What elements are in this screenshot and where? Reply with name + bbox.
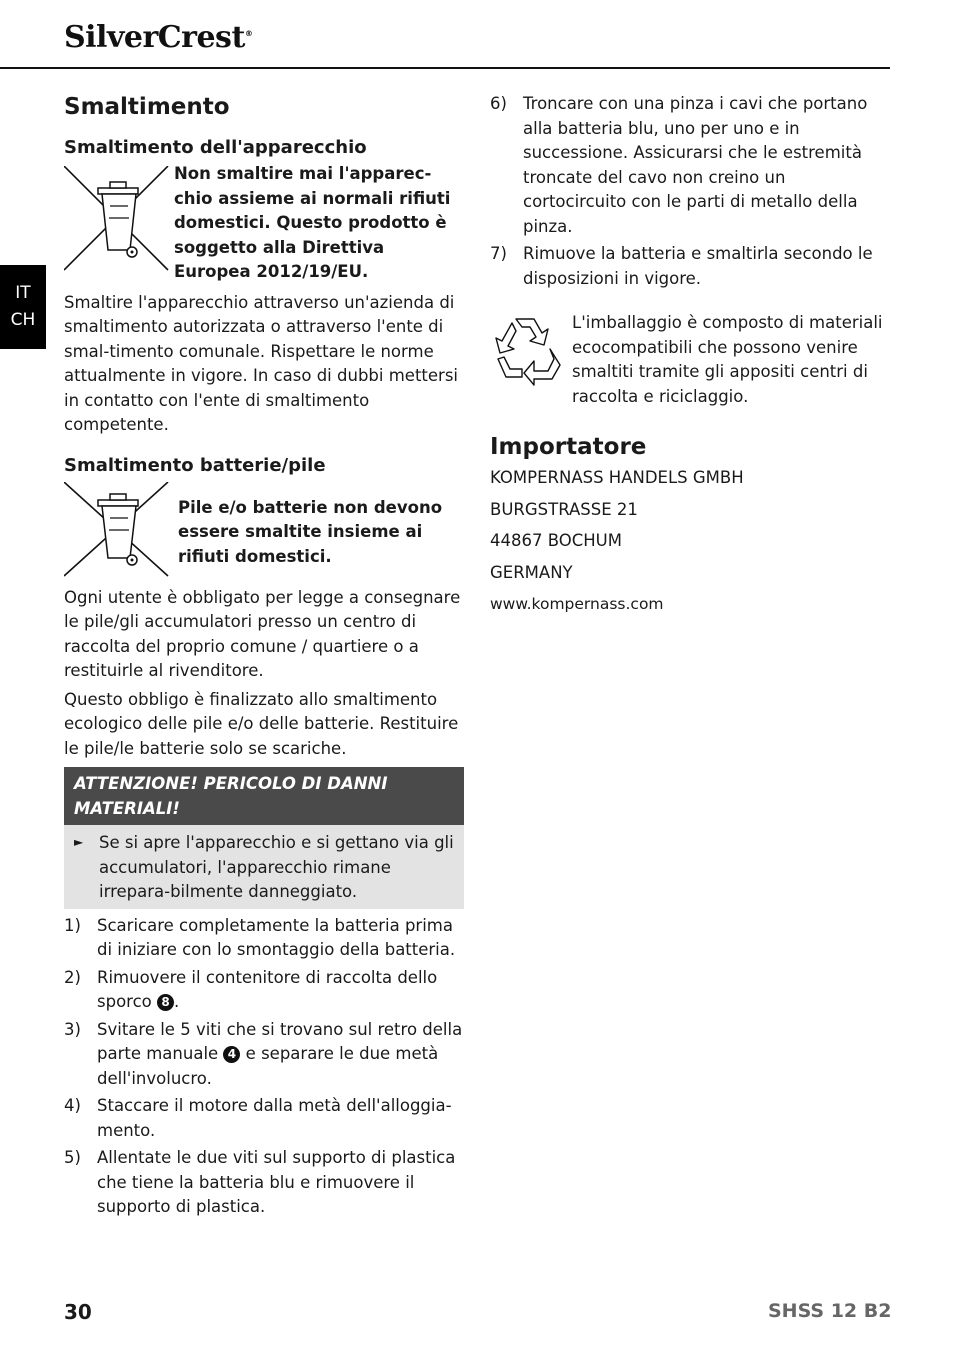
list-item: 7) Rimuove la batteria e smaltirla secondo le disposizioni in vigore. [490,244,873,288]
crossed-bin-icon [64,166,172,272]
model-number: SHSS 12 B2 [768,1300,892,1322]
lang-code-it: IT [15,283,31,303]
importer-city: 44867 BOCHUM [490,531,622,550]
packaging-text: L'imballaggio è composto di materiali ecocompatibili che possono venire smaltiti tramite gli appositi centri di raccolta e riciclaggio. [572,313,883,406]
importer-address [490,466,890,617]
list-item: 4) Staccare il motore dalla metà dell'alloggia-mento. [64,1096,452,1140]
attention-box [64,767,464,909]
attention-text: Se si apre l'apparecchio e si gettano via gli accumulatori, l'apparecchio rimane irrepara-bilmente danneggiato. [99,833,454,901]
left-column [64,92,464,1223]
steps-list-left [64,914,464,1220]
importer-website[interactable]: www.kompernass.com [490,595,664,613]
battery-text-2: Questo obbligo è finalizzato allo smaltimento ecologico delle pile e/o delle batterie. Restituire le pile/le batterie solo se scariche. [64,689,459,758]
device-disposal-text: Smaltire l'apparecchio attraverso un'azienda di smaltimento autorizzata o attraverso l'ente di smal-timento comunale. Rispettare le norme attualmente in vigore. In caso di dubbi mettersi in contatto con l'ente di smaltimento competente. [64,292,458,434]
list-item: 3) Svitare le 5 viti che si trovano sul retro della parte manuale 4 e separare le due metà dell'involucro. [64,1019,463,1088]
list-item: 2) Rimuovere il contenitore di raccolta dello sporco 8 . [64,967,438,1011]
battery-text-1: Ogni utente è obbligato per legge a consegnare le pile/gli accumulatori presso un centro di raccolta del proprio comune / quartiere o a restituirle al rivenditore. [64,587,461,680]
battery-warning-text: Pile e/o batterie non devono essere smaltite insieme ai rifiuti domestici. [178,497,443,566]
attention-title: ATTENZIONE! PERICOLO DI DANNI MATERIALI! [64,767,464,825]
importer-title: Importatore [490,434,647,460]
list-item: 6) Troncare con una pinza i cavi che portano alla batteria blu, uno per uno e in successione. Assicurarsi che le estremità troncate del cavo non creino un cortocircuito con le parti di metallo della pinza. [490,94,868,236]
lang-code-ch: CH [10,310,36,330]
section-title: Smaltimento [64,94,230,120]
importer-street: BURGSTRASSE 21 [490,499,638,519]
brand-logo: SilverCrest® [64,20,253,55]
header-rule [0,67,890,69]
device-disposal-heading: Smaltimento dell'apparecchio [64,137,367,158]
list-item: 1) Scaricare completamente la batteria prima di iniziare con lo smontaggio della batteria. [64,915,456,959]
importer-company: KOMPERNASS HANDELS GMBH [490,468,744,487]
battery-disposal-heading: Smaltimento batterie/pile [64,454,326,476]
language-tab [0,265,46,349]
part-number-badge: 8 [157,994,174,1011]
list-item: 5) Allentate le due viti sul supporto di plastica che tiene la batteria blu e rimuovere il supporto di plastica. [64,1148,456,1216]
crossed-bin-icon [64,482,172,578]
part-number-badge: 4 [223,1046,240,1063]
packaging-block [490,313,890,409]
device-warning-text: Non smaltire mai l'apparec-chio assieme ai normali rifiuti domestici. Questo prodotto è soggetto alla Direttiva Europea 2012/19/EU. [174,164,451,281]
recycle-icon [490,313,566,387]
right-column [490,92,890,624]
steps-list-right [490,92,890,291]
device-warning-block [64,166,464,285]
battery-warning-block [64,482,464,578]
arrow-icon: ► [74,835,84,849]
importer-country: GERMANY [490,562,573,582]
page-number: 30 [64,1300,92,1324]
